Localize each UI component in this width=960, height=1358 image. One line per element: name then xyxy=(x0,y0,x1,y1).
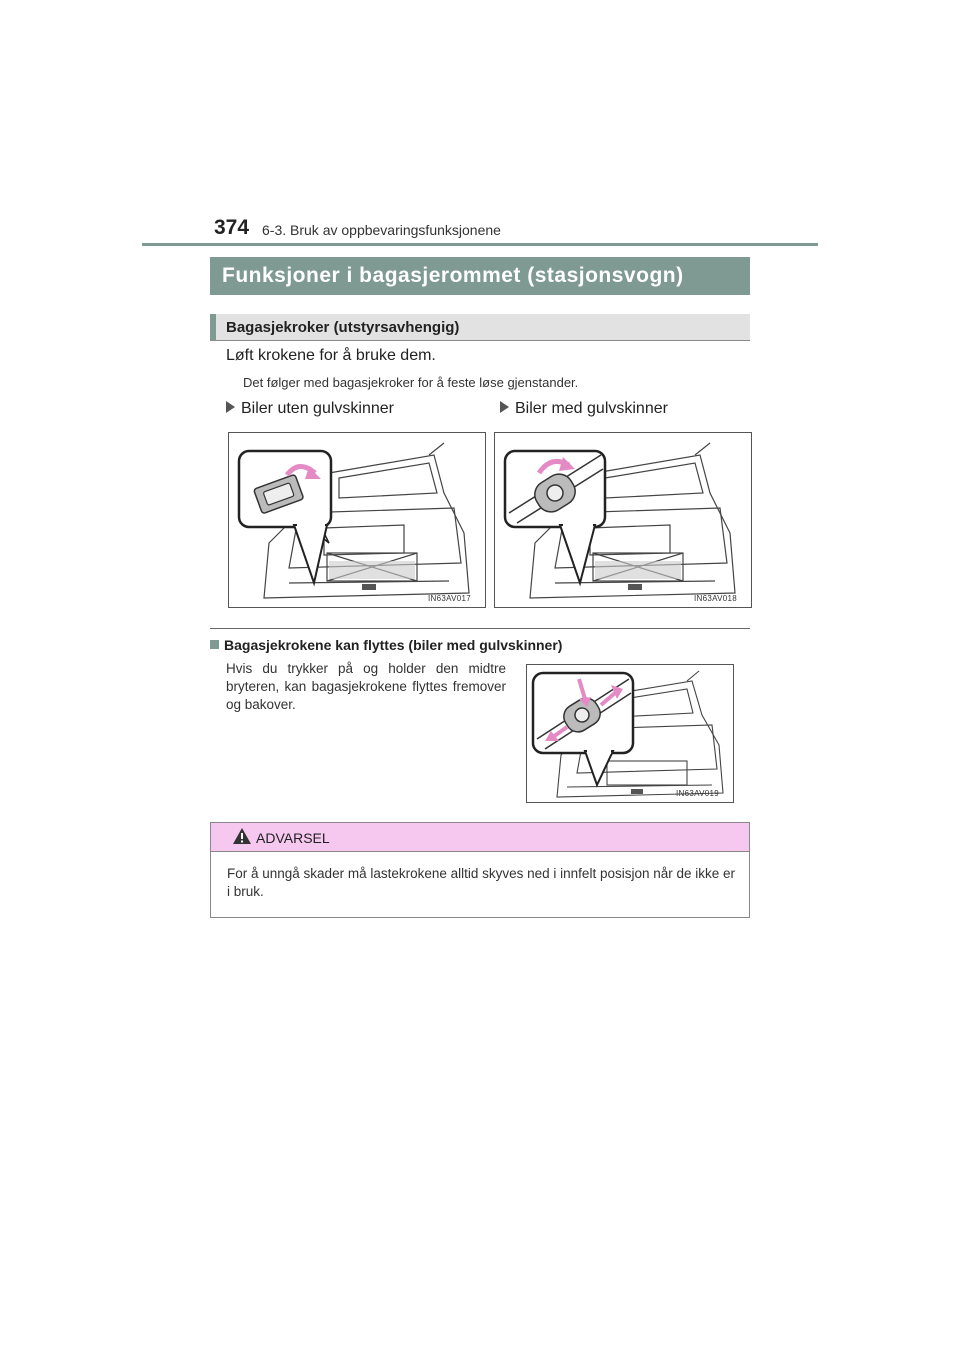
cargo-area-illustration xyxy=(495,433,751,607)
movable-hooks-text: Hvis du trykker på og holder den midtre bryteren, kan bagasjekrokene flyttes fremover og bakover. xyxy=(226,661,506,712)
page-number: 374 xyxy=(214,216,250,239)
warning-label: ADVARSEL xyxy=(256,830,330,846)
cargo-area-illustration xyxy=(527,665,733,802)
section-divider xyxy=(210,628,750,629)
variant-label-without-rails: Biler uten gulvskinner xyxy=(226,400,394,418)
header-rule xyxy=(142,243,818,246)
warning-header xyxy=(211,823,749,852)
figure-code: IN63AV019 xyxy=(675,789,719,798)
cargo-area-illustration xyxy=(229,433,485,607)
warning-text: For å unngå skader må lastekrokene alltid skyves ned i innfelt posisjon når de ikke er i bruk. xyxy=(227,866,736,899)
lead-text: Løft krokene for å bruke dem. xyxy=(226,347,436,364)
figure-code: IN63AV018 xyxy=(693,594,737,603)
chapter-title: 6-3. Bruk av oppbevaringsfunksjonene xyxy=(262,222,501,238)
movable-hooks-heading: Bagasjekrokene kan flyttes (biler med gulvskinner) xyxy=(210,637,562,653)
section-title: Funksjoner i bagasjerommet (stasjonsvogn) xyxy=(210,257,750,295)
square-bullet-icon xyxy=(210,640,219,649)
variant-label-with-rails: Biler med gulvskinner xyxy=(500,400,668,418)
figure-move-hooks xyxy=(526,664,734,803)
figure-hook-without-rails xyxy=(228,432,486,608)
warning-box xyxy=(210,822,750,918)
figure-code: IN63AV017 xyxy=(427,594,471,603)
note-text: Det følger med bagasjekroker for å feste løse gjenstander. xyxy=(243,375,579,390)
subsection-title: Bagasjekroker (utstyrsavhengig) xyxy=(210,314,750,341)
warning-triangle-icon xyxy=(232,827,252,845)
triangle-bullet-icon xyxy=(500,401,509,413)
triangle-bullet-icon xyxy=(226,401,235,413)
figure-hook-with-rails xyxy=(494,432,752,608)
